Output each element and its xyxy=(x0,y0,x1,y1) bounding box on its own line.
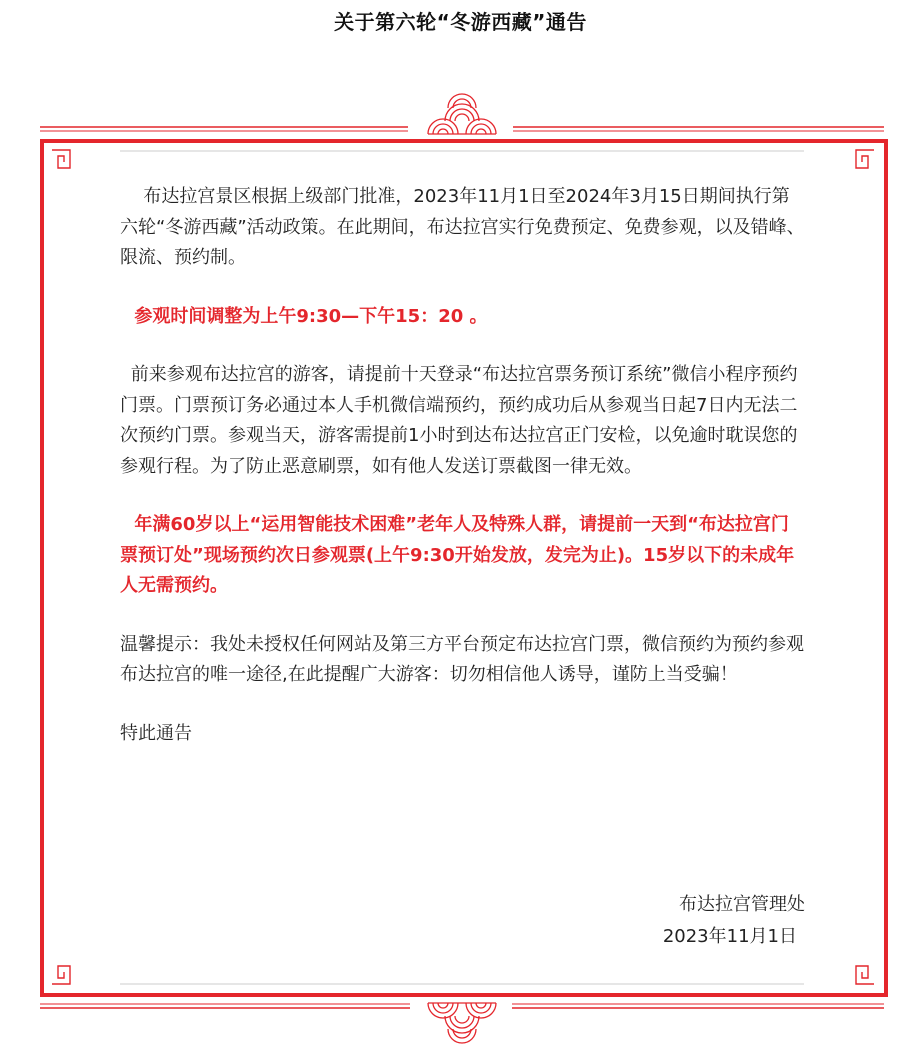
page-title: 关于第六轮“冬游西藏”通告 xyxy=(334,10,587,34)
issuer-name: 布达拉宫管理处 xyxy=(679,894,805,915)
cloud-ornament-icon xyxy=(428,94,496,134)
paragraph-visiting-hours: 参观时间调整为上午9:30—下午15：20 。 xyxy=(134,305,488,327)
paragraph-elderly: 年满60岁以上“运用智能技术困难”老年人及特殊人群，请提前一天到“布达拉宫门票预订处”现场预约次日参观票(上午9:30开始发放，发完为止)。15岁以下的未成年人无需预约。 xyxy=(120,514,795,596)
paragraph-policy: 布达拉宫景区根据上级部门批准，2023年11月1日至2024年3月15日期间执行第六轮“冬游西藏”活动政策。在此期间，布达拉宫实行免费预定、免费参观，以及错峰、限流、预约制。 xyxy=(120,186,805,268)
notice-body xyxy=(120,182,806,749)
bottom-rule xyxy=(40,1004,884,1008)
cloud-ornament-icon xyxy=(428,1003,496,1043)
paragraph-closing: 特此通告 xyxy=(120,722,192,744)
paragraph-warning: 温馨提示：我处未授权任何网站及第三方平台预定布达拉宫门票，微信预约为预约参观布达拉宫的唯一途径,在此提醒广大游客：切勿相信他人诱导，谨防上当受骗！ xyxy=(120,633,804,685)
top-rule xyxy=(40,127,884,131)
paragraph-booking: 前来参观布达拉宫的游客，请提前十天登录“布达拉宫票务预订系统”微信小程序预约门票。门票预订务必通过本人手机微信端预约，预约成功后从参观当日起7日内无法二次预约门票。参观当天，游客需提前1小时到达布达拉宫正门安检，以免逾时耽误您的参观行程。为了防止恶意刷票，如有他人发送订票截图一律无效。 xyxy=(120,364,798,477)
issue-date: 2023年11月1日 xyxy=(662,926,797,947)
